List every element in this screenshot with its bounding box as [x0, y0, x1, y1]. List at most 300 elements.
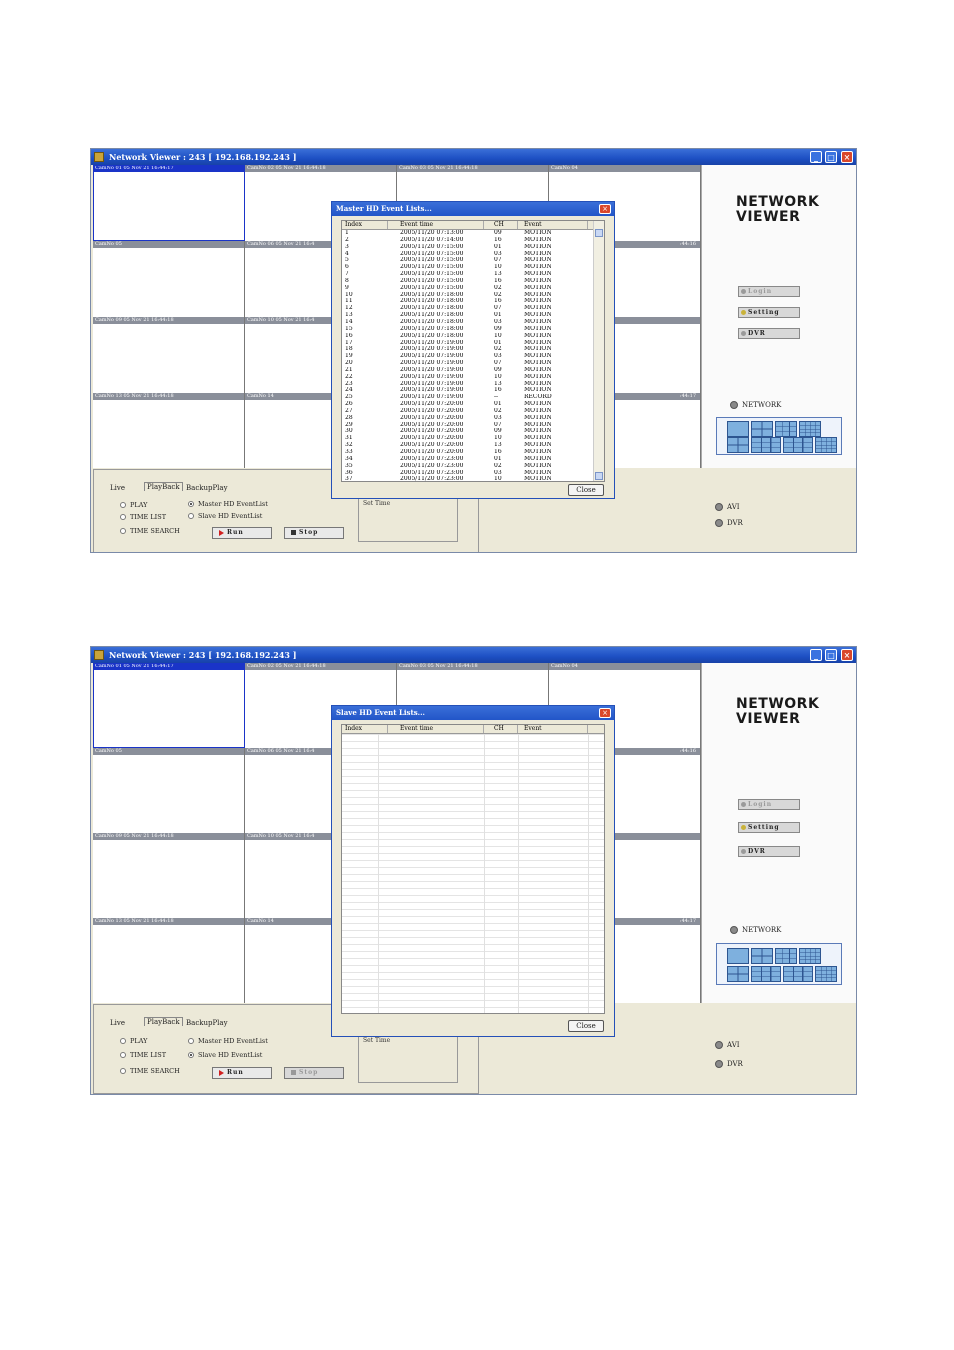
table-row[interactable]	[342, 271, 604, 278]
row-index: 36	[345, 469, 353, 476]
run-button[interactable]	[212, 527, 272, 539]
row-ch: 10	[494, 264, 502, 271]
slave-eventlist-radio[interactable]	[188, 1051, 262, 1059]
stop-button[interactable]	[284, 1067, 344, 1079]
table-row[interactable]	[342, 367, 604, 374]
camera-label: CamNo 06 05 Nov 21 16:4	[245, 241, 396, 248]
table-row[interactable]	[342, 415, 604, 422]
tab-live[interactable]: Live	[110, 484, 125, 492]
row-ch: 10	[494, 476, 502, 482]
login-button[interactable]	[738, 286, 800, 297]
table-row[interactable]	[342, 319, 604, 326]
camera-cell-9[interactable]	[93, 833, 245, 918]
table-row[interactable]	[342, 470, 604, 477]
row-ch: 02	[494, 284, 502, 291]
layout-1x1-icon[interactable]	[727, 948, 749, 964]
row-event-time: 2005/11/20 07:18:00	[400, 332, 464, 339]
table-row[interactable]	[342, 278, 604, 285]
row-index: 10	[345, 291, 353, 298]
brand-line-1: NETWORK	[736, 696, 820, 712]
row-event-time: 2005/11/20 07:18:00	[400, 312, 464, 319]
row-ch: 02	[494, 291, 502, 298]
table-row[interactable]	[342, 340, 604, 347]
row-index: 37	[345, 476, 353, 482]
row-index: 25	[345, 394, 353, 401]
row-event: MOTION	[524, 421, 552, 428]
network-viewer-window-master	[90, 148, 857, 553]
table-row[interactable]	[342, 326, 604, 333]
row-ch: 03	[494, 250, 502, 257]
avi-radio[interactable]	[715, 503, 740, 511]
table-row[interactable]	[342, 244, 604, 251]
radio-circle	[188, 513, 194, 519]
row-index: 9	[345, 284, 349, 291]
camera-cell-13[interactable]	[93, 918, 245, 1003]
row-event-time: 2005/11/20 07:19:00	[400, 366, 464, 373]
dialog-close-icon[interactable]: ×	[599, 708, 611, 718]
row-event: MOTION	[524, 462, 552, 469]
avi-label: AVI	[727, 1041, 740, 1049]
row-index: 35	[345, 462, 353, 469]
row-index: 24	[345, 387, 353, 394]
column-divider	[484, 734, 485, 1013]
column-header-index[interactable]: Index	[342, 725, 388, 733]
camera-label: CamNo 01 05 Nov 21 16:44:17	[93, 663, 244, 670]
row-event-time: 2005/11/20 07:19:00	[400, 373, 464, 380]
row-event-time: 2005/11/20 07:13:00	[400, 230, 464, 236]
layout-2x2-icon[interactable]	[751, 948, 773, 964]
row-event: MOTION	[524, 339, 552, 346]
dialog-close-icon[interactable]: ×	[599, 204, 611, 214]
column-divider	[518, 734, 519, 1013]
table-row[interactable]	[342, 237, 604, 244]
table-row[interactable]	[342, 305, 604, 312]
column-header-ch[interactable]: CH	[484, 725, 518, 733]
layout-1-9-icon[interactable]	[783, 437, 813, 453]
radio-circle	[188, 501, 194, 507]
stop-button[interactable]	[284, 527, 344, 539]
row-index: 11	[345, 298, 353, 305]
row-event: MOTION	[524, 346, 552, 353]
dvr-label: DVR	[748, 848, 766, 855]
table-row[interactable]	[342, 463, 604, 470]
close-window-button[interactable]: ×	[841, 649, 853, 661]
table-row[interactable]	[342, 449, 604, 456]
row-ch: 09	[494, 428, 502, 435]
app-icon	[94, 152, 104, 162]
camera-label: :44:16	[549, 241, 700, 248]
row-event: MOTION	[524, 230, 552, 236]
column-header-event-time[interactable]: Event time	[388, 725, 484, 733]
row-index: 4	[345, 250, 349, 257]
row-event-time: 2005/11/20 07:20:00	[400, 449, 464, 455]
radio-circle	[120, 1068, 126, 1074]
table-row[interactable]	[342, 264, 604, 271]
row-event: MOTION	[524, 442, 552, 449]
layout-1-7-icon[interactable]	[751, 966, 781, 982]
table-row[interactable]	[342, 394, 604, 401]
dvr-radio-label: DVR	[727, 519, 743, 527]
time-list-label: TIME LIST	[130, 1051, 167, 1059]
window-title: Network Viewer : 243 [ 192.168.192.243 ]	[109, 650, 297, 660]
row-event-time: 2005/11/20 07:20:00	[400, 435, 464, 442]
run-label: Run	[227, 529, 244, 536]
camera-label: CamNo 06 05 Nov 21 16:4	[245, 748, 396, 755]
layout-1-12-icon[interactable]	[815, 966, 837, 982]
dvr-icon	[741, 331, 746, 336]
dvr-label: DVR	[748, 330, 766, 337]
setting-label: Setting	[748, 309, 780, 316]
row-event-time: 2005/11/20 07:19:00	[400, 353, 464, 360]
run-label: Run	[227, 1069, 244, 1076]
row-event: MOTION	[524, 325, 552, 332]
row-event: MOTION	[524, 435, 552, 442]
radio-circle	[120, 528, 126, 534]
row-ch: 03	[494, 353, 502, 360]
row-index: 23	[345, 380, 353, 387]
scroll-up-icon[interactable]	[595, 229, 603, 237]
column-header-index[interactable]: Index	[342, 221, 388, 229]
play-radio[interactable]	[120, 1037, 147, 1045]
row-index: 20	[345, 360, 353, 367]
time-search-radio[interactable]	[120, 1067, 180, 1075]
column-header-event-time[interactable]: Event time	[388, 221, 484, 229]
row-ch: 13	[494, 271, 502, 278]
play-label: PLAY	[130, 1037, 148, 1045]
tab-backupplay[interactable]: BackupPlay	[186, 484, 228, 492]
table-row[interactable]	[342, 312, 604, 319]
row-event: MOTION	[524, 284, 552, 291]
time-search-label: TIME SEARCH	[130, 527, 180, 535]
table-row[interactable]	[342, 333, 604, 340]
login-icon	[741, 802, 746, 807]
layout-2x2-icon[interactable]	[751, 421, 773, 437]
dvr-radio-label: DVR	[727, 1060, 743, 1068]
time-list-radio[interactable]	[120, 1051, 166, 1059]
minimize-button[interactable]: _	[810, 151, 822, 163]
camera-cell-1[interactable]	[93, 165, 245, 241]
layout-4x4-icon[interactable]	[799, 948, 821, 964]
radio-circle	[120, 1038, 126, 1044]
row-event: MOTION	[524, 366, 552, 373]
master-rows	[342, 230, 604, 482]
table-row[interactable]	[342, 381, 604, 388]
row-event-time: 2005/11/20 07:15:00	[400, 257, 464, 264]
brand-title	[736, 697, 819, 727]
stop-icon	[291, 530, 296, 535]
column-header-event[interactable]: Event	[518, 221, 588, 229]
row-event: MOTION	[524, 271, 552, 278]
layout-1-5-icon[interactable]	[727, 437, 749, 453]
play-radio[interactable]	[120, 501, 147, 509]
camera-label: CamNo 05	[93, 241, 244, 248]
camera-label: CamNo 14	[245, 393, 396, 400]
setting-icon	[741, 310, 746, 315]
layout-3x3-icon[interactable]	[775, 948, 797, 964]
run-button[interactable]	[212, 1067, 272, 1079]
row-event: MOTION	[524, 449, 552, 455]
row-ch: 16	[494, 236, 502, 243]
row-event-time: 2005/11/20 07:23:00	[400, 476, 464, 482]
brand-title	[736, 195, 819, 225]
time-list-label: TIME LIST	[130, 513, 167, 521]
table-row[interactable]	[342, 435, 604, 442]
table-row[interactable]	[342, 230, 604, 237]
row-ch: 16	[494, 387, 502, 394]
login-label: Login	[748, 288, 773, 295]
row-event: MOTION	[524, 407, 552, 414]
camera-cell-13[interactable]	[93, 393, 245, 468]
dvr-status-icon	[715, 519, 723, 527]
row-index: 31	[345, 435, 353, 442]
camera-label: CamNo 13 05 Nov 21 16:44:18	[93, 918, 244, 925]
window-titlebar[interactable]	[91, 149, 856, 165]
row-ch: 01	[494, 312, 502, 319]
dvr-radio[interactable]	[715, 519, 743, 527]
setting-icon	[741, 825, 746, 830]
table-row[interactable]	[342, 422, 604, 429]
radio-circle	[120, 502, 126, 508]
table-row[interactable]	[342, 353, 604, 360]
row-event: MOTION	[524, 401, 552, 408]
camera-label: CamNo 04	[549, 165, 700, 172]
tab-playback[interactable]: PlayBack	[144, 482, 183, 491]
row-index: 12	[345, 305, 353, 312]
network-indicator[interactable]	[730, 401, 781, 409]
radio-circle	[120, 514, 126, 520]
camera-cell-5[interactable]	[93, 241, 245, 317]
row-event: MOTION	[524, 387, 552, 394]
row-ch: 01	[494, 401, 502, 408]
row-event: MOTION	[524, 318, 552, 325]
time-search-radio[interactable]	[120, 527, 180, 535]
row-event-time: 2005/11/20 07:19:00	[400, 339, 464, 346]
table-row[interactable]	[342, 401, 604, 408]
table-row[interactable]	[342, 285, 604, 292]
minimize-button[interactable]: _	[810, 649, 822, 661]
table-row[interactable]	[342, 257, 604, 264]
row-event: MOTION	[524, 305, 552, 312]
layout-1-7-icon[interactable]	[751, 437, 781, 453]
row-ch: 07	[494, 257, 502, 264]
column-header-ch[interactable]: CH	[484, 221, 518, 229]
maximize-button[interactable]: □	[825, 151, 837, 163]
table-row[interactable]	[342, 456, 604, 463]
table-row[interactable]	[342, 251, 604, 258]
table-row[interactable]	[342, 292, 604, 299]
layout-3x3-icon[interactable]	[775, 421, 797, 437]
dvr-status-icon	[715, 1060, 723, 1068]
table-row[interactable]	[342, 360, 604, 367]
row-event-time: 2005/11/20 07:15:00	[400, 271, 464, 278]
row-index: 16	[345, 332, 353, 339]
close-button[interactable]: Close	[568, 1020, 604, 1032]
layout-1-12-icon[interactable]	[815, 437, 837, 453]
row-event: RECORD	[524, 394, 552, 401]
dvr-button[interactable]	[738, 328, 800, 339]
row-event-time: 2005/11/20 07:19:00	[400, 394, 464, 401]
radio-circle	[188, 1052, 194, 1058]
master-event-list[interactable]	[341, 220, 605, 482]
row-ch: 16	[494, 449, 502, 455]
row-ch: 02	[494, 346, 502, 353]
row-event: MOTION	[524, 373, 552, 380]
maximize-button[interactable]: □	[825, 649, 837, 661]
row-ch: 09	[494, 366, 502, 373]
network-viewer-window-slave	[90, 646, 857, 1095]
row-ch: 03	[494, 469, 502, 476]
row-event: MOTION	[524, 312, 552, 319]
dialog-titlebar[interactable]: Slave HD Event Lists...	[332, 706, 614, 720]
dvr-radio[interactable]	[715, 1060, 743, 1068]
row-event-time: 2005/11/20 07:23:00	[400, 462, 464, 469]
network-indicator[interactable]	[730, 926, 781, 934]
master-label: Master HD EventList	[198, 1037, 268, 1045]
row-index: 13	[345, 312, 353, 319]
row-ch: 09	[494, 230, 502, 236]
row-event-time: 2005/11/20 07:20:00	[400, 401, 464, 408]
empty-list-body	[342, 734, 604, 1013]
right-panel	[701, 165, 856, 468]
row-event-time: 2005/11/20 07:20:00	[400, 428, 464, 435]
time-list-radio[interactable]	[120, 513, 166, 521]
row-event-time: 2005/11/20 07:23:00	[400, 455, 464, 462]
layout-selector	[716, 943, 842, 985]
row-index: 5	[345, 257, 349, 264]
brand-line-1: NETWORK	[736, 194, 820, 210]
login-button[interactable]	[738, 799, 800, 810]
row-event: MOTION	[524, 250, 552, 257]
camera-label: :44:16	[549, 748, 700, 755]
layout-1-5-icon[interactable]	[727, 966, 749, 982]
avi-radio[interactable]	[715, 1041, 740, 1049]
row-event-time: 2005/11/20 07:18:00	[400, 325, 464, 332]
row-index: 2	[345, 236, 349, 243]
camera-label: CamNo 03 05 Nov 21 16:44:18	[397, 663, 548, 670]
row-event: MOTION	[524, 236, 552, 243]
window-title: Network Viewer : 243 [ 192.168.192.243 ]	[109, 152, 297, 162]
camera-label: CamNo 02 05 Nov 21 16:44:18	[245, 663, 396, 670]
network-status-icon	[730, 926, 738, 934]
table-row[interactable]	[342, 408, 604, 415]
layout-1-9-icon[interactable]	[783, 966, 813, 982]
row-ch: 03	[494, 318, 502, 325]
slave-eventlist-radio[interactable]	[188, 512, 262, 520]
tab-backupplay[interactable]: BackupPlay	[186, 1019, 228, 1027]
brand-line-2: VIEWER	[736, 711, 801, 727]
row-index: 19	[345, 353, 353, 360]
setting-button[interactable]	[738, 822, 800, 833]
table-row[interactable]	[342, 374, 604, 381]
row-ch: 10	[494, 373, 502, 380]
dialog-titlebar[interactable]: Master HD Event Lists...	[332, 202, 614, 216]
scroll-down-icon[interactable]	[595, 472, 603, 480]
camera-label: CamNo 10 05 Nov 21 16:4	[245, 317, 396, 324]
play-icon	[219, 1070, 224, 1076]
row-ch: 10	[494, 332, 502, 339]
row-event-time: 2005/11/20 07:19:00	[400, 380, 464, 387]
row-event: MOTION	[524, 298, 552, 305]
row-ch: 16	[494, 298, 502, 305]
row-index: 33	[345, 449, 353, 455]
row-event: MOTION	[524, 353, 552, 360]
layout-1x1-icon[interactable]	[727, 421, 749, 437]
row-index: 18	[345, 346, 353, 353]
row-ch: 03	[494, 414, 502, 421]
network-status-icon	[730, 401, 738, 409]
table-row[interactable]	[342, 387, 604, 394]
row-index: 26	[345, 401, 353, 408]
row-event: MOTION	[524, 455, 552, 462]
dvr-icon	[741, 849, 746, 854]
row-index: 34	[345, 455, 353, 462]
row-event: MOTION	[524, 277, 552, 284]
row-event: MOTION	[524, 476, 552, 482]
close-window-button[interactable]: ×	[841, 151, 853, 163]
table-row[interactable]	[342, 476, 604, 482]
row-event: MOTION	[524, 243, 552, 250]
list-scrollbar[interactable]	[593, 221, 604, 481]
camera-cell-5[interactable]	[93, 748, 245, 833]
row-event-time: 2005/11/20 07:15:00	[400, 264, 464, 271]
row-event-time: 2005/11/20 07:15:00	[400, 277, 464, 284]
row-index: 29	[345, 421, 353, 428]
layout-4x4-icon[interactable]	[799, 421, 821, 437]
master-eventlist-radio[interactable]	[188, 500, 268, 508]
column-header-event[interactable]: Event	[518, 725, 588, 733]
table-row[interactable]	[342, 428, 604, 435]
row-event-time: 2005/11/20 07:18:00	[400, 305, 464, 312]
row-event-time: 2005/11/20 07:15:00	[400, 284, 464, 291]
login-icon	[741, 289, 746, 294]
dvr-button[interactable]	[738, 846, 800, 857]
row-index: 28	[345, 414, 353, 421]
set-time-label: Set Time	[363, 1037, 391, 1044]
row-event-time: 2005/11/20 07:18:00	[400, 318, 464, 325]
row-ch: 07	[494, 421, 502, 428]
setting-button[interactable]	[738, 307, 800, 318]
camera-cell-9[interactable]	[93, 317, 245, 393]
slave-event-list[interactable]	[341, 724, 605, 1014]
row-index: 3	[345, 243, 349, 250]
row-index: 14	[345, 318, 353, 325]
row-event: MOTION	[524, 469, 552, 476]
avi-status-icon	[715, 503, 723, 511]
camera-label: CamNo 03 05 Nov 21 16:44:18	[397, 165, 548, 172]
row-index: 1	[345, 230, 349, 236]
row-index: 21	[345, 366, 353, 373]
layout-selector	[716, 417, 842, 455]
play-icon	[219, 530, 224, 536]
row-event: MOTION	[524, 360, 552, 367]
camera-label: CamNo 09 05 Nov 21 16:44:18	[93, 317, 244, 324]
row-event-time: 2005/11/20 07:18:00	[400, 291, 464, 298]
camera-cell-1[interactable]	[93, 663, 245, 748]
radio-circle	[188, 1038, 194, 1044]
row-ch: 13	[494, 442, 502, 449]
table-row[interactable]	[342, 298, 604, 305]
table-row[interactable]	[342, 346, 604, 353]
tab-live[interactable]: Live	[110, 1019, 125, 1027]
tab-playback[interactable]: PlayBack	[144, 1017, 183, 1026]
master-eventlist-radio[interactable]	[188, 1037, 268, 1045]
table-row[interactable]	[342, 442, 604, 449]
close-button[interactable]: Close	[568, 484, 604, 496]
app-icon	[94, 650, 104, 660]
window-titlebar[interactable]	[91, 647, 856, 663]
list-header	[342, 725, 604, 734]
camera-label: CamNo 01 05 Nov 21 16:44:17	[93, 165, 244, 172]
